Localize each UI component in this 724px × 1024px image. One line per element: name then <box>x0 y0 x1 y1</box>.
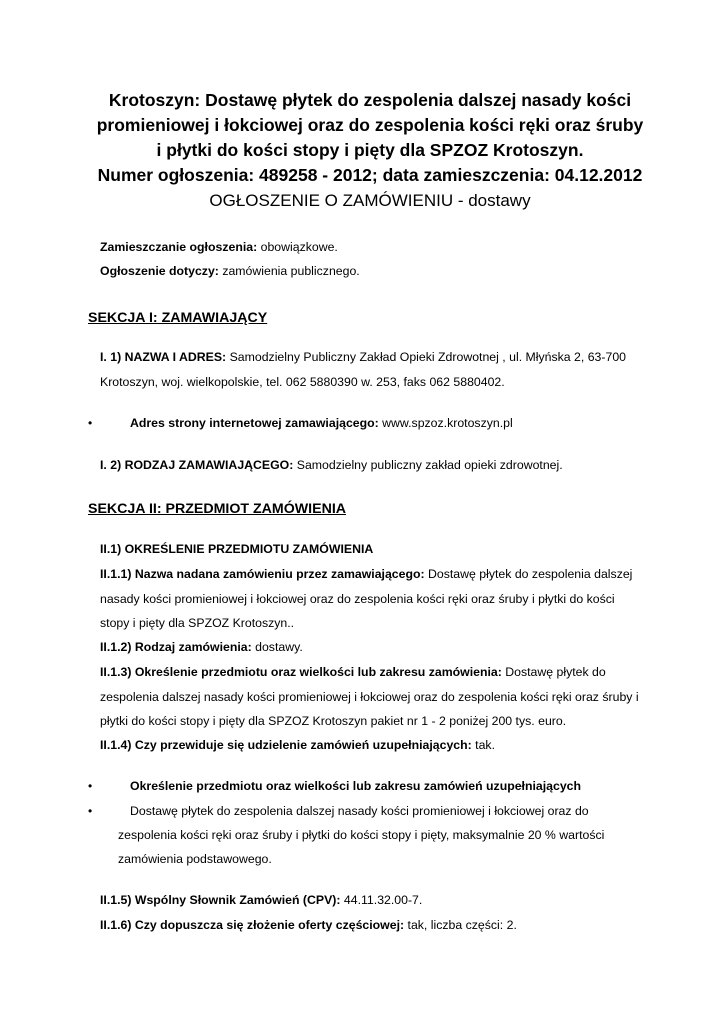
ii14-value: tak. <box>471 738 495 752</box>
section-1-rodzaj <box>100 458 563 472</box>
rodzaj-value: Samodzielny publiczny zakład opieki zdrowotnej. <box>293 458 563 472</box>
ii12-label: II.1.2) Rodzaj zamówienia: <box>100 640 252 654</box>
ii16 <box>100 918 517 932</box>
ii12 <box>100 640 303 654</box>
ii13-label: II.1.3) Określenie przedmiotu oraz wielkości lub zakresu zamówienia: <box>100 665 502 679</box>
document-title <box>60 88 680 213</box>
ii11-cont-2: stopy i pięty dla SPZOZ Krotoszyn.. <box>100 616 295 630</box>
uzup-heading <box>130 779 581 793</box>
nazwa-label: I. 1) NAZWA I ADRES: <box>100 350 227 364</box>
bullet-icon: • <box>88 804 93 818</box>
ii11-value: Dostawę płytek do zespolenia dalszej <box>424 567 633 581</box>
document-subtitle: OGŁOSZENIE O ZAMÓWIENIU - dostawy <box>209 191 531 210</box>
section-1-www <box>130 416 513 430</box>
section-1-nazwa-cont: Krotoszyn, woj. wielkopolskie, tel. 062 5880390 w. 253, faks 062 5880402. <box>100 375 505 389</box>
rodzaj-label: I. 2) RODZAJ ZAMAWIAJĄCEGO: <box>100 458 294 472</box>
zamieszczanie-value: obowiązkowe. <box>257 240 338 254</box>
dotyczy-value: zamówienia publicznego. <box>218 264 360 278</box>
ii1-label: II.1) OKREŚLENIE PRZEDMIOTU ZAMÓWIENIA <box>100 542 374 556</box>
ii11 <box>100 567 632 581</box>
ii15-label: II.1.5) Wspólny Słownik Zamówień (CPV): <box>100 893 341 907</box>
zamieszczanie-label: Zamieszczanie ogłoszenia: <box>100 240 258 254</box>
ii11-cont-1: nasady kości promieniowej i łokciowej oraz do zespolenia kości ręki oraz śruby i płytki do kości <box>100 592 615 606</box>
dotyczy-label: Ogłoszenie dotyczy: <box>100 264 219 278</box>
ii13 <box>100 665 606 679</box>
title-line-2: promieniowej i łokciowej oraz do zespolenia kości ręki oraz śruby <box>96 115 644 135</box>
ii15-value: 44.11.32.00-7. <box>340 893 423 907</box>
uzup-text-3: zamówienia podstawowego. <box>118 852 272 866</box>
ii11-label: II.1.1) Nazwa nadana zamówieniu przez zamawiającego: <box>100 567 425 581</box>
ii16-value: tak, liczba części: 2. <box>404 918 517 932</box>
section-1-nazwa <box>100 350 626 364</box>
section-1-heading: SEKCJA I: ZAMAWIAJĄCY <box>88 310 268 326</box>
ii16-label: II.1.6) Czy dopuszcza się złożenie oferty częściowej: <box>100 918 405 932</box>
intro-dotyczy <box>100 264 360 278</box>
ii14-label: II.1.4) Czy przewiduje się udzielenie zamówień uzupełniających: <box>100 738 472 752</box>
uzup-text-2: zespolenia kości ręki oraz śruby i płytki do kości stopy i pięty, maksymalnie 20 % wartości <box>118 828 605 842</box>
title-line-1: Krotoszyn: Dostawę płytek do zespolenia dalszej nasady kości <box>108 90 632 110</box>
ii15 <box>100 893 422 907</box>
title-line-3: i płytki do kości stopy i pięty dla SPZOZ Krotoszyn. <box>156 140 584 160</box>
ii12-value: dostawy. <box>251 640 303 654</box>
nazwa-value: Samodzielny Publiczny Zakład Opieki Zdrowotnej , ul. Młyńska 2, 63-700 <box>226 350 627 364</box>
www-value: www.spzoz.krotoszyn.pl <box>378 416 513 430</box>
bullet-icon: • <box>88 416 93 430</box>
intro-zamieszczanie <box>100 240 338 254</box>
ii13-cont-2: płytki do kości stopy i pięty dla SPZOZ Krotoszyn pakiet nr 1 - 2 poniżej 200 tys. euro. <box>100 714 567 728</box>
uzup-text-1: Dostawę płytek do zespolenia dalszej nasady kości promieniowej i łokciowej oraz do <box>130 804 589 818</box>
uzup-heading-text: Określenie przedmiotu oraz wielkości lub zakresu zamówień uzupełniających <box>130 779 582 793</box>
bullet-icon: • <box>88 779 93 793</box>
section-2-heading: SEKCJA II: PRZEDMIOT ZAMÓWIENIA <box>88 501 347 517</box>
ii13-value: Dostawę płytek do <box>501 665 606 679</box>
ii13-cont-1: zespolenia dalszej nasady kości promieniowej i łokciowej oraz do zespolenia kości ręki oraz śruby i <box>100 690 639 704</box>
announcement-number: Numer ogłoszenia: 489258 - 2012; data zamieszczenia: 04.12.2012 <box>97 165 643 185</box>
ii1-heading <box>100 542 373 556</box>
www-label: Adres strony internetowej zamawiającego: <box>130 416 379 430</box>
ii14 <box>100 738 495 752</box>
